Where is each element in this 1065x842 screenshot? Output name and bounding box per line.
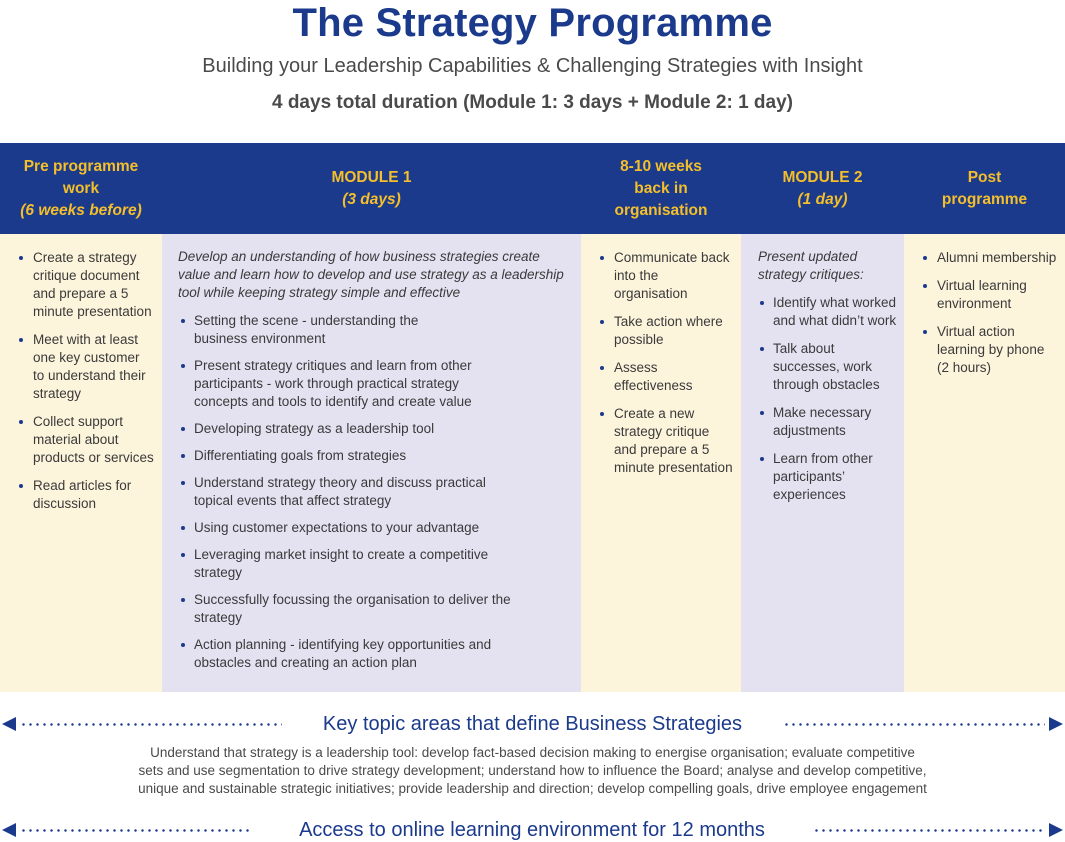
dotted-line-right (813, 829, 1045, 832)
list-item: Meet with at least one key customer to understand their strategy (33, 331, 154, 403)
dotted-line-left (20, 723, 282, 726)
header-weeks-line-3: organisation (614, 201, 708, 219)
header-module-2 (741, 143, 904, 234)
list-item: Setting the scene - understanding the business environment (194, 312, 567, 348)
key-topics-line-1: Understand that strategy is a leadership tool: develop fact-based decision making to energise organisation; evaluate competitive (150, 745, 915, 760)
list-item: Create a new strategy critique and prepare a 5 minute presentation (614, 406, 733, 475)
pre-programme-list (0, 234, 162, 513)
key-topics-label: Key topic areas that define Business Strategies (322, 713, 743, 735)
header-weeks-line-1: 8-10 weeks (620, 157, 702, 175)
header-post-line-1: Post (967, 168, 1002, 186)
list-item: Assess effectiveness (614, 359, 733, 395)
list-item: Talk about successes, work through obstacles (773, 340, 898, 394)
header-post-line-2: programme (941, 190, 1028, 208)
key-topics-banner (0, 709, 1065, 739)
list-item: Leveraging market insight to create a competitive strategy (194, 546, 567, 582)
column-pre-programme (0, 234, 162, 692)
header-pre-line-2: work (62, 179, 100, 197)
header-module2-title: MODULE 2 (782, 168, 863, 186)
weeks-back-list (581, 234, 741, 477)
arrow-left-icon (2, 823, 16, 837)
list-item: Successfully focussing the organisation to deliver the strategy (194, 591, 567, 627)
online-access-banner (0, 815, 1065, 842)
header-post-programme (904, 143, 1065, 234)
dotted-line-left (20, 829, 252, 832)
column-post-programme (904, 234, 1065, 692)
list-item: Alumni membership (937, 250, 1057, 265)
list-item: Create a strategy critique document and prepare a 5 minute presentation (33, 249, 154, 321)
timeline-header-bar (0, 143, 1065, 234)
page-title: The Strategy Programme (292, 1, 773, 45)
list-item: Make necessary adjustments (773, 404, 898, 440)
header-module1-sub: (3 days) (342, 190, 401, 208)
key-topics-line-3: unique and sustainable strategic initiatives; provide leadership and direction; develop compelling goals, drive employee engagement (138, 781, 927, 796)
list-item: Virtual learning environment (937, 277, 1057, 313)
column-module-1 (162, 234, 581, 692)
header-weeks-line-2: back in (634, 179, 688, 197)
header-pre-programme (0, 143, 162, 234)
module2-list (741, 284, 904, 504)
list-item: Identify what worked and what didn’t work (773, 295, 897, 328)
arrow-right-icon (1049, 717, 1063, 731)
list-item: Virtual action learning by phone (2 hours) (937, 323, 1057, 377)
list-item: Understand strategy theory and discuss practical topical events that affect strategy (194, 474, 567, 510)
list-item: Learn from other participants’ experiences (773, 450, 898, 504)
duration-summary: 4 days total duration (Module 1: 3 days + Module 2: 1 day) (271, 92, 793, 113)
online-access-label: Access to online learning environment for 12 months (299, 819, 765, 841)
dotted-line-right (783, 723, 1045, 726)
header-pre-sub: (6 weeks before) (20, 201, 142, 219)
page-subtitle: Building your Leadership Capabilities & Challenging Strategies with Insight (202, 55, 863, 77)
column-weeks-back (581, 234, 741, 692)
module1-list (162, 302, 581, 672)
list-item: Present strategy critiques and learn from other participants - work through practical strategy concepts and tools to identify and create value (194, 357, 567, 411)
header-module-1 (162, 143, 581, 234)
list-item: Read articles for discussion (33, 477, 154, 513)
column-module-2 (741, 234, 904, 692)
list-item: Collect support material about products or services (33, 414, 154, 465)
list-item: Developing strategy as a leadership tool (194, 420, 567, 438)
header-module1-title: MODULE 1 (331, 168, 412, 186)
key-topics-line-2: sets and use segmentation to drive strategy development; understand how to influence the Board; analyse and develop competitive, (138, 763, 927, 778)
key-topics-description (0, 744, 1065, 798)
arrow-right-icon (1049, 823, 1063, 837)
header-module2-sub: (1 day) (797, 190, 848, 208)
module2-intro: Present updated strategy critiques: (758, 249, 864, 282)
list-item: Using customer expectations to your advantage (194, 519, 567, 537)
list-item: Differentiating goals from strategies (194, 447, 567, 465)
header-pre-line-1: Pre programme (23, 157, 139, 175)
header-weeks-back (581, 143, 741, 234)
arrow-left-icon (2, 717, 16, 731)
list-item: Take action where possible (614, 313, 733, 349)
post-programme-list (904, 234, 1065, 377)
list-item: Communicate back into the organisation (614, 249, 733, 303)
module1-intro: Develop an understanding of how business strategies create value and learn how to develop and use strategy as a leadership tool while keeping strategy simple and effective (178, 249, 564, 300)
list-item: Action planning - identifying key opportunities and obstacles and creating an action plan (194, 636, 567, 672)
